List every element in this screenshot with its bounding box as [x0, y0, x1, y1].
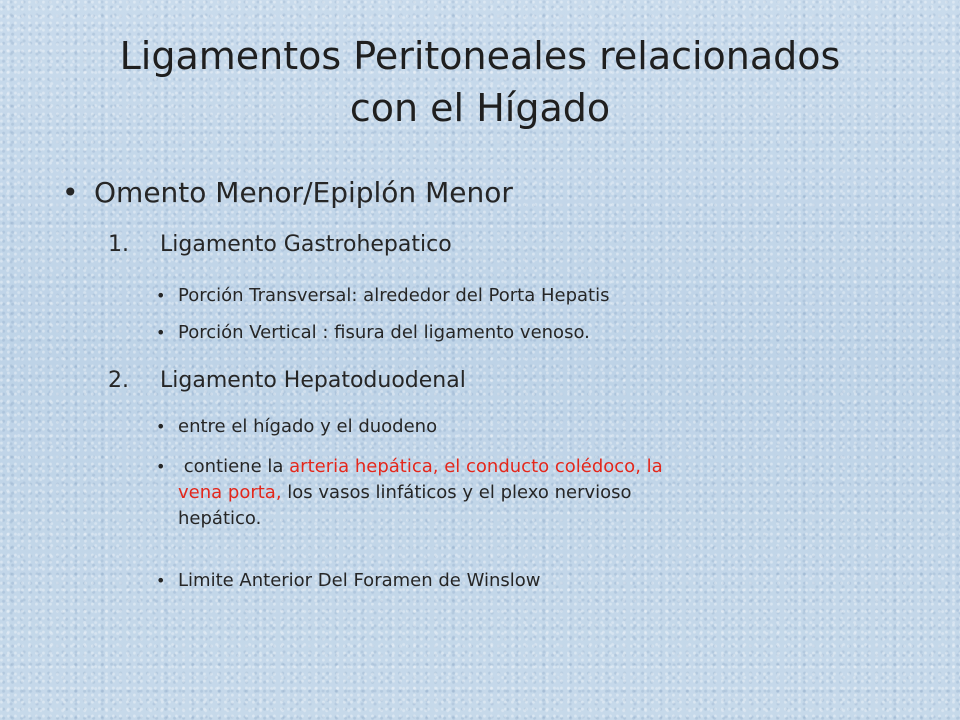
bullet-icon: •	[156, 323, 166, 342]
sub-bullet-item	[156, 568, 878, 594]
bullet-icon: •	[156, 417, 166, 436]
bullet-icon: •	[156, 571, 166, 590]
highlighted-line-2	[178, 480, 878, 506]
bullet-icon: •	[156, 457, 166, 476]
highlight-text-1: arteria hepática, el conducto colédoco, la	[289, 456, 663, 477]
sub-bullet-item-highlighted	[156, 454, 878, 532]
section-heading-text: Ligamento Gastrohepatico	[160, 232, 452, 257]
prefix-text: contiene la	[178, 456, 290, 477]
sub-bullet-item	[156, 414, 878, 440]
main-item-text: Omento Menor/Epiplón Menor	[94, 176, 513, 209]
sub-bullet-item	[156, 320, 878, 346]
sub-bullet-text: Porción Vertical : fisura del ligamento venoso.	[178, 322, 590, 343]
title-line-1: Ligamentos Peritoneales relacionados	[119, 34, 841, 78]
suffix-text: los vasos linfáticos y el plexo nervioso	[281, 482, 632, 503]
sub-bullet-text: Porción Transversal: alrededor del Porta Hepatis	[178, 285, 610, 306]
sub-bullet-text: Limite Anterior Del Foramen de Winslow	[178, 570, 541, 591]
section-number: 1.	[108, 232, 129, 257]
sub-bullet-text: entre el hígado y el duodeno	[178, 416, 438, 437]
section-heading-text: Ligamento Hepatoduodenal	[160, 368, 466, 393]
highlighted-line-3: hepático.	[178, 508, 262, 529]
highlighted-line-1	[178, 454, 878, 480]
section-heading-1	[108, 230, 880, 260]
section-heading-2	[108, 366, 880, 396]
title-line-2: con el Hígado	[349, 86, 611, 130]
bullet-icon: •	[62, 176, 79, 209]
main-bullet-item	[62, 174, 914, 212]
section-number: 2.	[108, 368, 129, 393]
highlight-text-2: vena porta,	[178, 482, 282, 503]
bullet-icon: •	[156, 286, 166, 305]
sub-bullet-item	[156, 283, 878, 309]
